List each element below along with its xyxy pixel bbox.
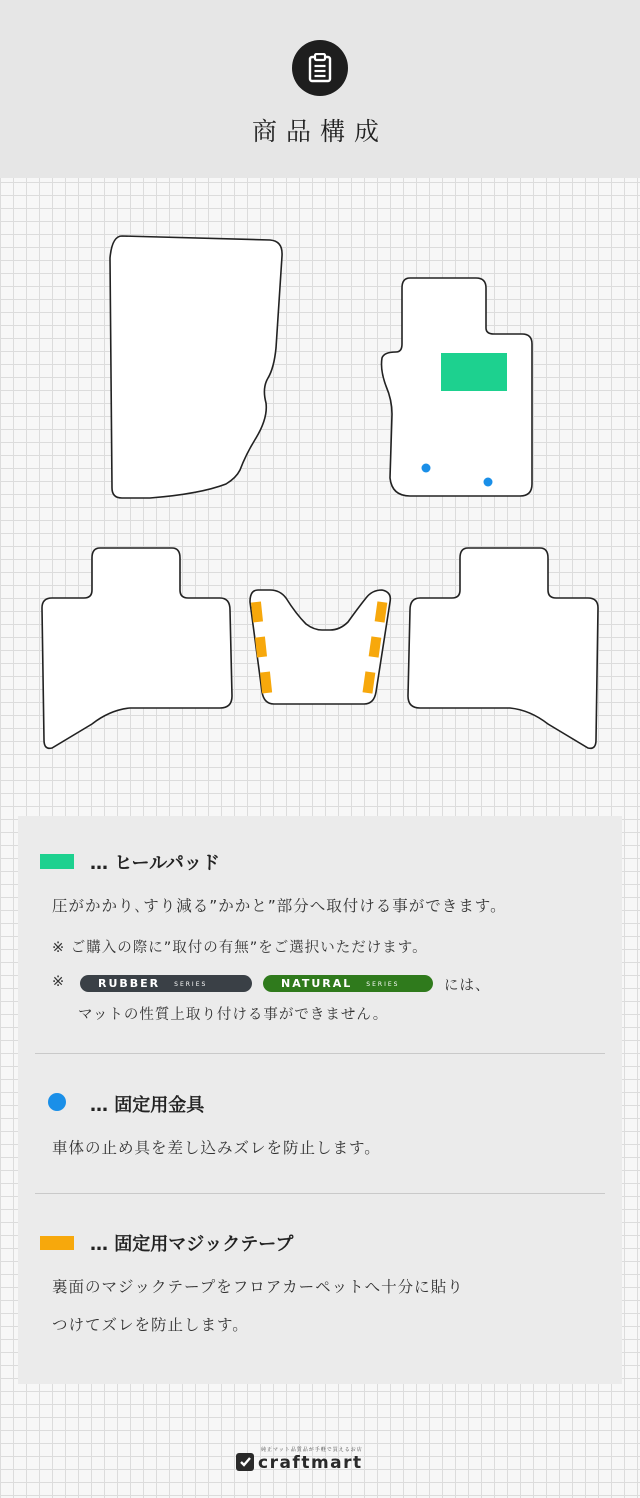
heel-pad-description: 圧がかかり､すり減る”かかと”部分へ取付ける事ができます。 <box>52 897 507 915</box>
velcro-marker <box>255 637 267 658</box>
fixture-marker-left <box>422 464 431 473</box>
heel-pad-title: … ヒールパッド <box>90 853 220 874</box>
page-title: 商品構成 <box>251 117 388 146</box>
velcro-description-line2: つけてズレを防止します。 <box>52 1316 249 1334</box>
craftmart-logo-icon <box>235 1452 255 1476</box>
fixture-description: 車体の止め具を差し込みズレを防止します。 <box>52 1139 381 1157</box>
fixture-title: … 固定用金具 <box>90 1095 205 1116</box>
mat-bottom-left <box>42 548 232 748</box>
fixture-marker-right <box>484 478 493 487</box>
heel-pad-note-1: ※ ご購入の際に”取付の有無”をご選択いただけます。 <box>52 940 428 956</box>
mat-bottom-right <box>408 548 598 748</box>
heel-pad-note-2-suffix: には、 <box>444 978 491 994</box>
rubber-series-badge: RUBBER SERIES <box>80 975 252 992</box>
heel-pad-note-2-mark: ※ <box>52 974 66 990</box>
velcro-marker <box>251 602 263 623</box>
velcro-swatch <box>40 1236 74 1250</box>
header-band <box>0 0 640 178</box>
divider <box>35 1053 605 1054</box>
heel-pad-swatch <box>40 854 74 869</box>
fixture-swatch <box>48 1093 66 1111</box>
mat-top-left <box>110 236 282 498</box>
footer-tagline: 純正マット品質品が手軽で買えるお店 <box>261 1447 363 1453</box>
natural-series-badge: NATURAL SERIES <box>263 975 433 992</box>
legend-panel <box>18 816 622 1384</box>
heel-pad-marker <box>441 353 507 391</box>
mat-layout-diagram <box>0 178 640 778</box>
velcro-description-line1: 裏面のマジックテープをフロアカーペットへ十分に貼り <box>52 1278 464 1296</box>
divider <box>35 1193 605 1194</box>
footer-brand: craftmart <box>258 1453 363 1473</box>
velcro-title: … 固定用マジックテープ <box>90 1234 294 1255</box>
clipboard-icon <box>292 40 348 96</box>
heel-pad-note-2-line2: マットの性質上取り付ける事ができません。 <box>78 1007 389 1023</box>
